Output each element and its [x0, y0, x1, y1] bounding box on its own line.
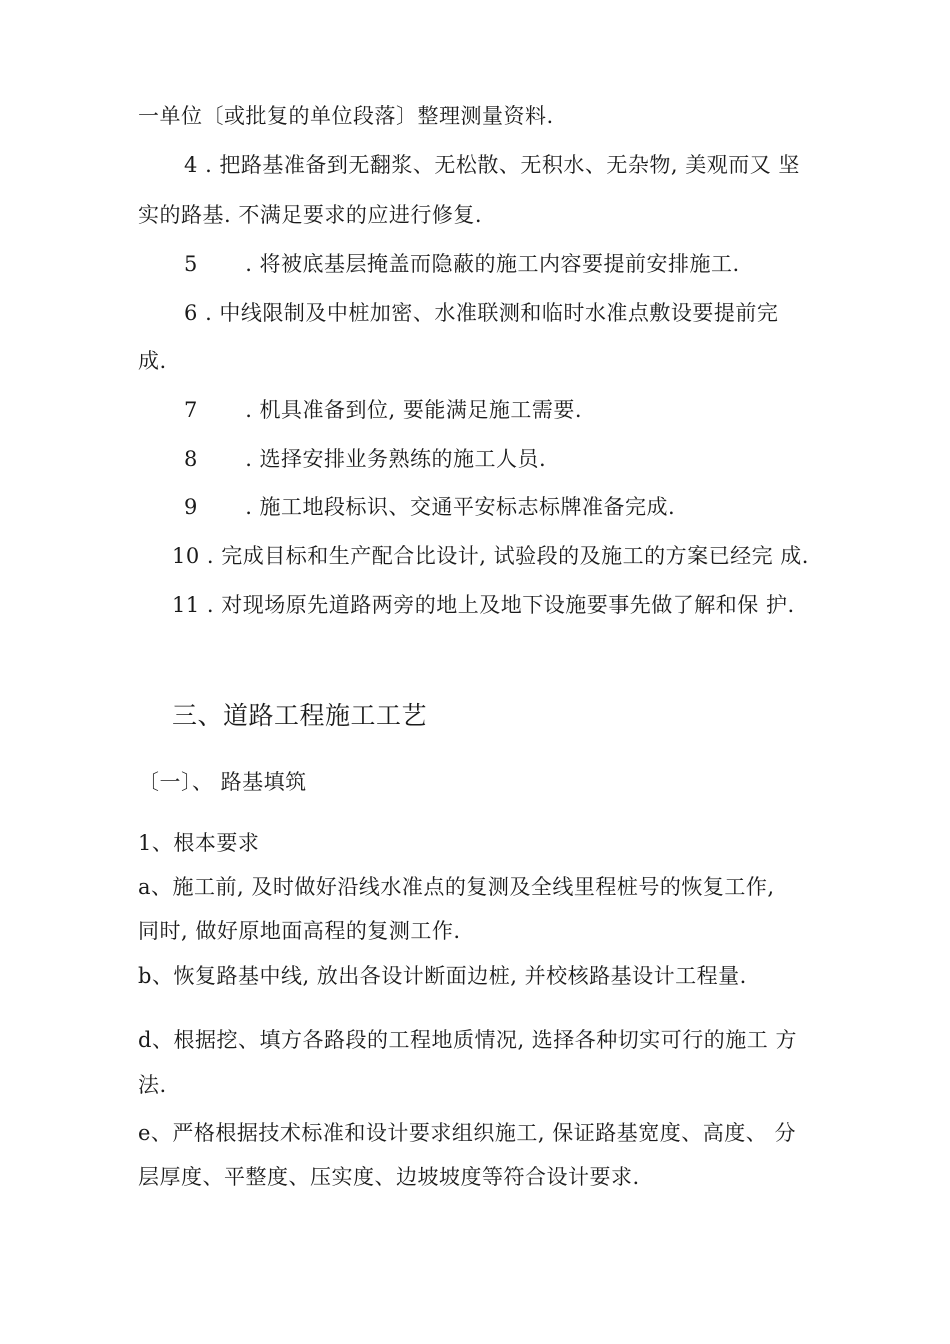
line-text: 一单位〔或批复的单位段落〕整理测量资料. — [138, 104, 554, 128]
list-item-8 — [184, 445, 546, 473]
requirement-a-continued — [138, 917, 461, 945]
list-item-7 — [184, 396, 582, 424]
item-text: . 施工地段标识、交通平安标志标牌准备完成. — [245, 495, 676, 519]
item-text: . 将被底基层掩盖而隐蔽的施工内容要提前安排施工. — [245, 252, 740, 276]
requirement-b — [138, 962, 747, 990]
list-item-6 — [184, 299, 778, 327]
subsection-heading — [138, 768, 307, 796]
list-item-9 — [184, 493, 675, 521]
item-number: 6 — [184, 301, 198, 325]
item-number: 11 — [172, 593, 200, 617]
requirement-e-continued — [138, 1163, 640, 1191]
item-text: . 对现场原先道路两旁的地上及地下设施要事先做了解和保 护. — [206, 593, 795, 617]
item-text: . 把路基准备到无翻浆、无松散、无积水、无杂物, 美观而又 坚 — [205, 153, 800, 177]
item-number: 8 — [184, 447, 198, 471]
item-text: e、严格根据技术标准和设计要求组织施工, 保证路基宽度、高度、 分 — [138, 1121, 796, 1145]
section-heading-text: 三、道路工程施工工艺 — [172, 701, 428, 730]
subsection-heading-text: 〔一〕、 路基填筑 — [138, 770, 307, 794]
paragraph-line — [138, 102, 554, 130]
line-text: 实的路基. 不满足要求的应进行修复. — [138, 203, 483, 227]
list-item-4 — [184, 151, 800, 179]
item-text: 同时, 做好原地面高程的复测工作. — [138, 919, 461, 943]
requirement-a — [138, 873, 775, 901]
item-text: a、施工前, 及时做好沿线水准点的复测及全线里程桩号的恢复工作, — [138, 875, 775, 899]
list-item-10 — [172, 542, 809, 570]
item-number: 10 — [172, 544, 200, 568]
item-text: 法. — [138, 1073, 167, 1097]
item-text: b、恢复路基中线, 放出各设计断面边桩, 并校核路基设计工程量. — [138, 964, 747, 988]
item-text: 层厚度、平整度、压实度、边坡坡度等符合设计要求. — [138, 1165, 640, 1189]
line-text: 成. — [138, 349, 167, 373]
item-number: 4 — [184, 153, 198, 177]
item-heading-text: 1、根本要求 — [138, 831, 260, 855]
item-heading — [138, 829, 259, 857]
item-text: d、根据挖、填方各路段的工程地质情况, 选择各种切实可行的施工 方 — [138, 1028, 797, 1052]
requirement-d-continued — [138, 1071, 167, 1099]
section-heading — [172, 702, 427, 730]
list-item-5 — [184, 250, 740, 278]
item-number: 7 — [184, 398, 198, 422]
list-item-11 — [172, 591, 795, 619]
item-text: . 机具准备到位, 要能满足施工需要. — [245, 398, 583, 422]
item-number: 9 — [184, 495, 198, 519]
requirement-d — [138, 1026, 797, 1054]
requirement-e — [138, 1119, 796, 1147]
paragraph-line — [138, 347, 167, 375]
item-text: . 完成目标和生产配合比设计, 试验段的及施工的方案已经完 成. — [206, 544, 809, 568]
paragraph-line — [138, 201, 482, 229]
item-text: . 中线限制及中桩加密、水准联测和临时水准点敷设要提前完 — [205, 301, 779, 325]
item-text: . 选择安排业务熟练的施工人员. — [245, 447, 547, 471]
item-number: 5 — [184, 252, 198, 276]
